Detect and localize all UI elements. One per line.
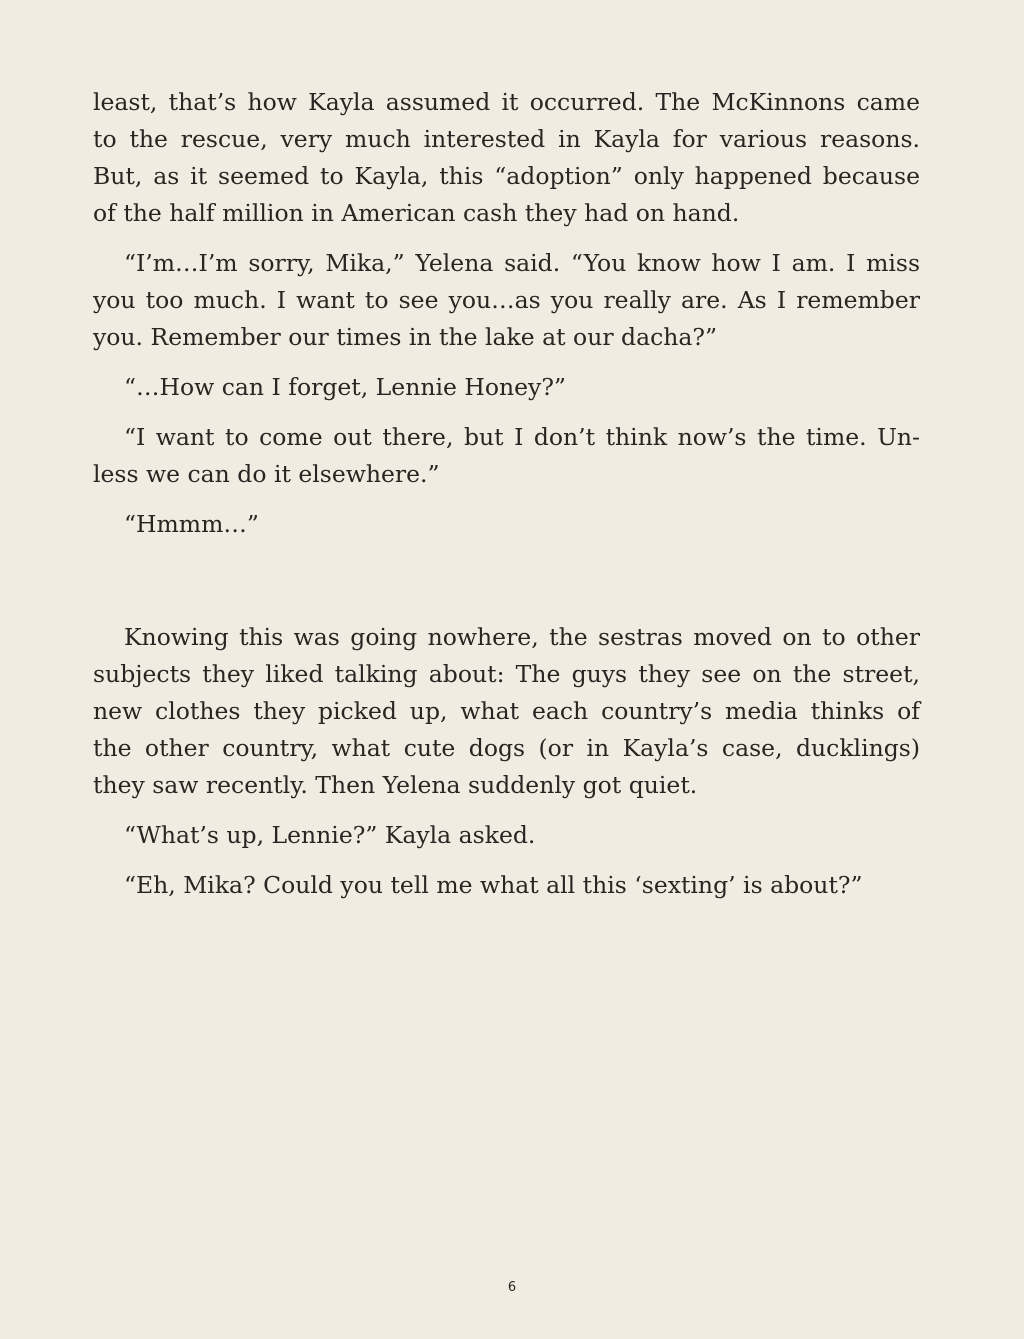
- text-line: they saw recently. Then Yelena suddenly got quiet.: [93, 771, 698, 799]
- paragraph: [93, 419, 920, 493]
- text-line: new clothes they picked up, what each country’s media thinks of: [93, 697, 920, 725]
- body-text: [93, 84, 920, 917]
- paragraph: [93, 619, 920, 804]
- text-line: of the half million in American cash they had on hand.: [93, 199, 740, 227]
- text-line: “Eh, Mika? Could you tell me what all this ‘sexting’ is about?”: [124, 871, 863, 899]
- text-line: less we can do it elsewhere.”: [93, 460, 440, 488]
- paragraph: [93, 245, 920, 356]
- paragraph: [93, 84, 920, 232]
- paragraph: [93, 817, 920, 854]
- text-line: But, as it seemed to Kayla, this “adoption” only happened because: [93, 162, 920, 190]
- text-line: “I want to come out there, but I don’t think now’s the time. Un-: [124, 423, 920, 451]
- text-line: “Hmmm…”: [124, 510, 259, 538]
- page-number: 6: [507, 1280, 517, 1295]
- text-line: Knowing this was going nowhere, the sestras moved on to other: [124, 623, 920, 651]
- text-line: the other country, what cute dogs (or in Kayla’s case, ducklings): [93, 734, 920, 762]
- text-line: you. Remember our times in the lake at our dacha?”: [93, 323, 718, 351]
- scene-break: [93, 556, 920, 619]
- text-line: to the rescue, very much interested in Kayla for various reasons.: [93, 125, 920, 153]
- text-line: subjects they liked talking about: The guys they see on the street,: [93, 660, 920, 688]
- paragraph: [93, 506, 920, 543]
- text-line: least, that’s how Kayla assumed it occurred. The McKinnons came: [93, 88, 920, 116]
- text-line: “…How can I forget, Lennie Honey?”: [124, 373, 566, 401]
- text-line: “I’m…I’m sorry, Mika,” Yelena said. “You know how I am. I miss: [124, 249, 920, 277]
- paragraph: [93, 867, 920, 904]
- paragraph: [93, 369, 920, 406]
- text-line: “What’s up, Lennie?” Kayla asked.: [124, 821, 536, 849]
- text-line: you too much. I want to see you…as you really are. As I remember: [93, 286, 920, 314]
